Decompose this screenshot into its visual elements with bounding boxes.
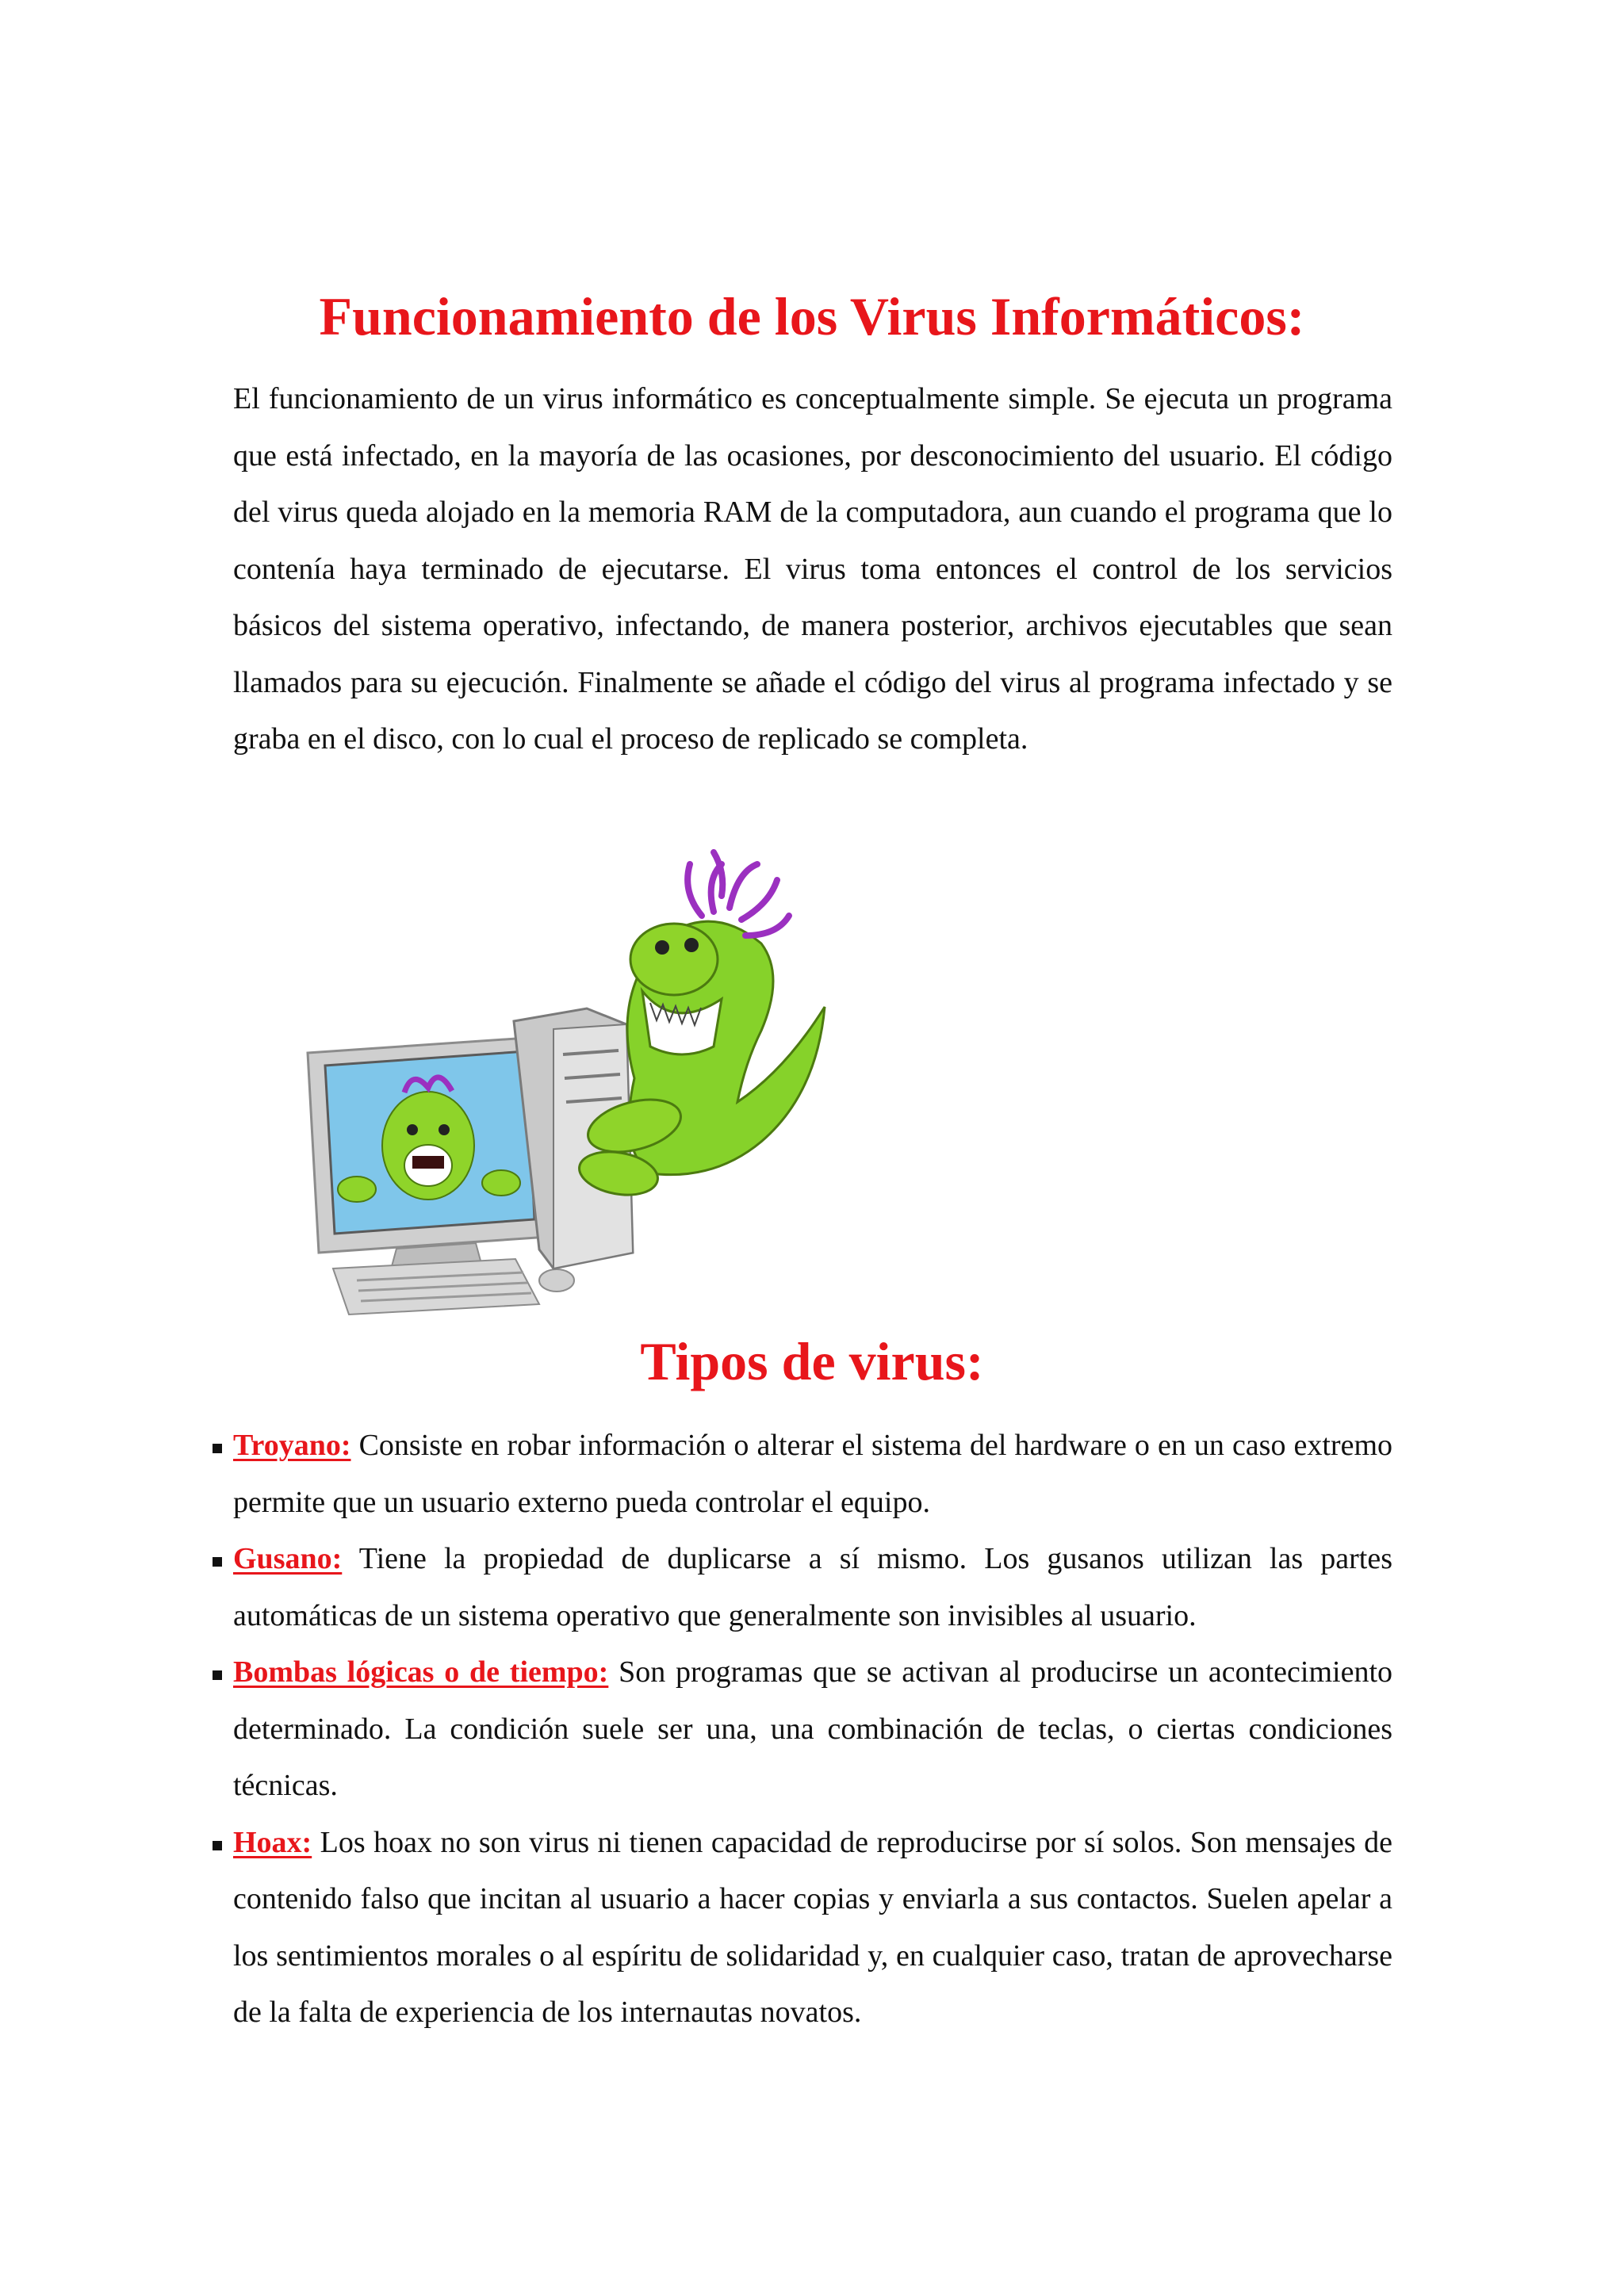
term-bombas-logicas: Bombas lógicas o de tiempo: bbox=[233, 1655, 609, 1689]
term-description: Los hoax no son virus ni tienen capacidad de reproducirse por sí solos. Son mensajes de contenido falso que incitan al usuario a hacer copias y enviarla a sus contactos. Suelen apelar a los sentimientos morales o al espíritu de solidaridad y, en cualquier caso, tratan de aprovecharse de la falta de experiencia de los internautas novatos. bbox=[233, 1825, 1392, 2029]
monitor-icon bbox=[308, 1037, 549, 1278]
virus-types-list bbox=[213, 1418, 1392, 2042]
section-title-tipos: Tipos de virus: bbox=[640, 1331, 984, 1391]
term-hoax: Hoax: bbox=[233, 1825, 312, 1859]
square-bullet-icon bbox=[213, 1444, 222, 1453]
term-description: Tiene la propiedad de duplicarse a sí mismo. Los gusanos utilizan las partes automáticas de un sistema operativo que generalmente son invisibles al usuario. bbox=[233, 1542, 1392, 1632]
list-item-gusano bbox=[213, 1531, 1392, 1644]
list-item-bombas-logicas bbox=[213, 1644, 1392, 1815]
list-item-hoax bbox=[213, 1815, 1392, 2042]
square-bullet-icon bbox=[213, 1557, 222, 1567]
keyboard-icon bbox=[333, 1259, 539, 1314]
section-title-funcionamiento: Funcionamiento de los Virus Informáticos: bbox=[319, 286, 1305, 346]
term-description: Consiste en robar información o alterar el sistema del hardware o en un caso extremo permite que un usuario externo pueda controlar el equipo. bbox=[233, 1429, 1393, 1519]
term-description: Son programas que se activan al producirse un acontecimiento determinado. La condición suele ser una, una combinación de teclas, o ciertas condiciones técnicas. bbox=[233, 1655, 1393, 1802]
square-bullet-icon bbox=[213, 1841, 222, 1850]
intro-paragraph: El funcionamiento de un virus informático es conceptualmente simple. Se ejecuta un programa que está infectado, en la mayoría de las ocasiones, por desconocimiento del usuario. El código del virus queda alojado en la memoria RAM de la computadora, aun cuando el programa que lo contenía haya terminado de ejecutarse. El virus toma entonces el control de los servicios básicos del sistema operativo, infectando, de manera posterior, archivos ejecutables que sean llamados para su ejecución. Finalmente se añade el código del virus al programa infectado y se graba en el disco, con lo cual el proceso de replicado se completa. bbox=[233, 382, 1392, 756]
list-item-troyano bbox=[213, 1418, 1392, 1531]
mouse-icon bbox=[539, 1269, 574, 1292]
square-bullet-icon bbox=[213, 1670, 222, 1680]
term-gusano: Gusano: bbox=[233, 1542, 343, 1575]
term-troyano: Troyano: bbox=[233, 1429, 351, 1462]
virus-monster-illustration bbox=[301, 840, 841, 1316]
